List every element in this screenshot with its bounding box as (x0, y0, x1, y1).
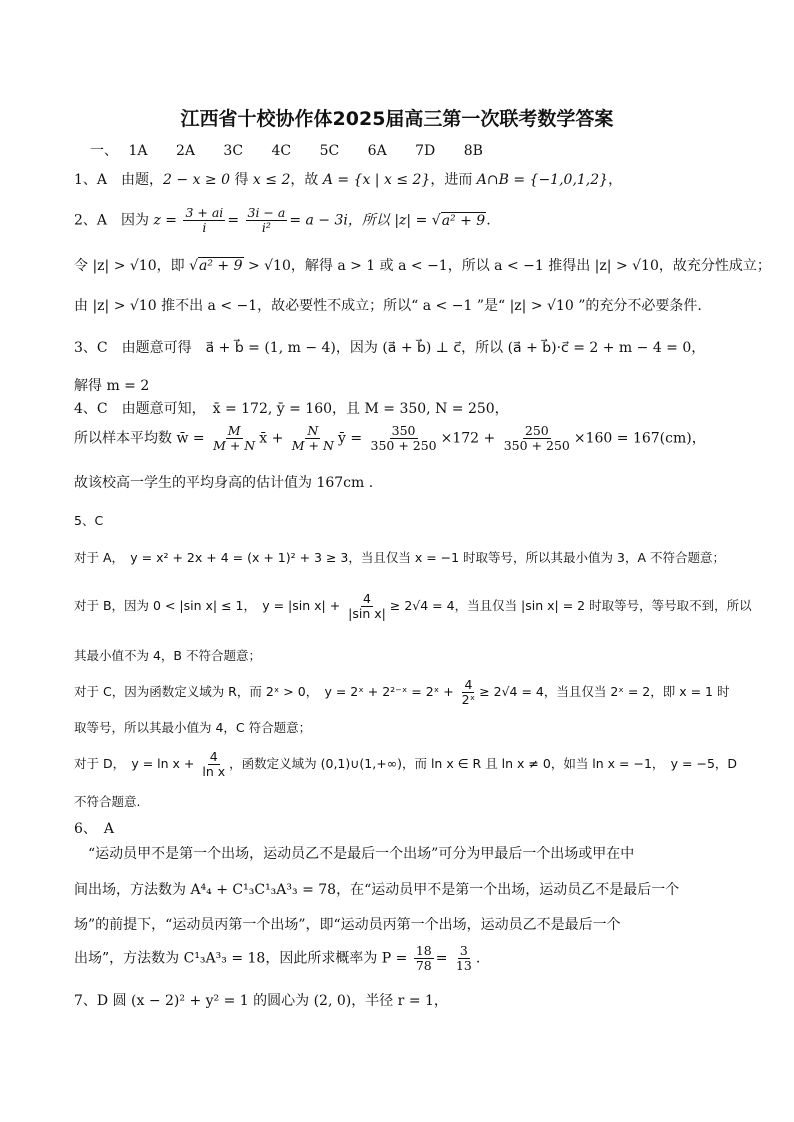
q2-line-3: 由 |z| > √10 推不出 a < −1，故必要性不成立；所以“ a < −1 ”是“ |z| > √10 ”的充分不必要条件. (74, 298, 702, 314)
answer-item: 5C (319, 143, 340, 159)
q2-sqrt: a² + 9 (441, 212, 486, 229)
answer-item: 3C (223, 143, 244, 159)
q4-fraction: $\frac{M}{M + N}$ (213, 423, 256, 453)
q4-fraction: $\frac{N}{M + N}$ (291, 423, 334, 453)
q5-option-c-2: 取等号，所以其最小值为 4，C 符合题意； (74, 720, 312, 735)
q6-fraction: $\frac{18}{78}$ (415, 943, 432, 973)
q1-text: ， (608, 172, 623, 188)
q5-option-c: 对于 C，因为函数定义域为 R，而 2ˣ > 0， y = 2ˣ + 2²⁻ˣ = 2ˣ + $\frac{4}{\text{2ˣ}}$ ≥ 2√4 = 4，当且仅当 2ˣ = 2，即 x = 1 时 (74, 677, 730, 707)
answer-item: 6A (367, 143, 387, 159)
q6-line-2: 间出场，方法数为 A⁴₄ + C¹₃C¹₃A³₃ = 78，在“运动员甲不是第一个出场，运动员乙不是最后一个 (74, 882, 680, 898)
q4-fraction: $\frac{350}{350 + 250}$ (370, 423, 437, 453)
q3-line-2: 解得 m = 2 (74, 378, 150, 394)
q5-option-d-2: 不符合题意. (74, 794, 141, 809)
q3-line: 3、C 由题意可得 a⃗ + b⃗ = (1, m − 4)，因为 (a⃗ + b⃗) ⊥ c⃗，所以 (a⃗ + b⃗)·c⃗ = 2 + m − 4 = 0， (74, 340, 706, 356)
answer-item: 7D (415, 143, 436, 159)
q6-fraction: $\frac{3}{13}$ (455, 943, 472, 973)
q1-result: x ≤ 2 (252, 172, 291, 188)
page-title: 江西省十校协作体2025届高三第一次联考数学答案 (180, 108, 614, 130)
q5-fraction: $\frac{4}{\text{2ˣ}}$ (461, 677, 476, 707)
q2-fraction: $\frac{3i - a}{\text{i²}}$ (247, 205, 286, 235)
answer-item: 2A (175, 143, 195, 159)
q5-option-a: 对于 A， y = x² + 2x + 4 = (x + 1)² + 3 ≥ 3，当且仅当 x = −1 时取等号，所以其最小值为 3，A 不符合题意； (74, 550, 725, 565)
answer-item: 4C (271, 143, 292, 159)
q2-z: z = (153, 212, 178, 229)
q4-fraction: $\frac{250}{350 + 250}$ (503, 423, 570, 453)
answer-item: 1A (128, 143, 148, 159)
q4-formula: 所以样本平均数 w̄ = $\frac{M}{M + N}$ x̄ + $\frac{N}{M + N}$ ȳ = $\frac{350}{350 + 250}$ ×172 + $\frac{250}{350 + 250}$ ×160 = 167(cm)， (74, 423, 706, 453)
q1-intersection: A∩B = {−1,0,1,2} (476, 172, 609, 188)
q1-line (74, 169, 622, 189)
q1-text: ，进而 (430, 172, 477, 188)
q6-line-4: 出场”，方法数为 C¹₃A³₃ = 18，因此所求概率为 P = $\frac{18}{78}$ = $\frac{3}{13}$ . (74, 943, 481, 973)
q4-line: 4、C 由题意可知， x̄ = 172, ȳ = 160，且 M = 350, N = 250， (74, 401, 509, 417)
q5-fraction: $\frac{4}{\text{ln x}}$ (202, 749, 226, 779)
q5-head: 5、C (74, 513, 104, 528)
q2-line: 2、A 因为 z = $\frac{3 + ai}{i}$ = $\frac{3i - a}{\text{i²}}$ = a − 3i，所以 |z| = √a² + 9. (74, 205, 491, 235)
q1-text: 得 (230, 172, 253, 188)
q6-head: 6、 A (74, 821, 115, 837)
answer-key-row (90, 140, 507, 160)
q6-line-3: 场”的前提下，“运动员丙第一个出场”，即“运动员丙第一个出场，运动员乙不是最后一个 (74, 917, 621, 933)
q5-option-b-2: 其最小值不为 4，B 不符合题意； (74, 648, 261, 663)
q1-head: 1、A 由题， (74, 172, 164, 188)
q4-conclusion: 故该校高一学生的平均身高的估计值为 167cm . (74, 475, 374, 491)
q2-text: = a − 3i，所以 |z| = (289, 212, 428, 229)
q5-option-d: 对于 D， y = ln x + $\frac{4}{\text{ln x}}$ ，函数定义域为 (0,1)∪(1,+∞)，而 ln x ∈ R 且 ln x ≠ 0，如当 ln x = −1， y = −5，D (74, 749, 738, 779)
q2-fraction: $\frac{3 + ai}{i}$ (185, 205, 224, 235)
q2-head: 2、A 因为 (74, 212, 154, 229)
q7-line: 7、D 圆 (x − 2)² + y² = 1 的圆心为 (2, 0)，半径 r = 1， (74, 993, 448, 1009)
q6-line-1: “运动员甲不是第一个出场，运动员乙不是最后一个出场”可分为甲最后一个出场或甲在中 (74, 846, 635, 862)
answer-item: 8B (463, 143, 483, 159)
answer-key-label: 一、 (90, 143, 118, 159)
q1-text: ，故 (290, 172, 323, 188)
q1-ineq: 2 − x ≥ 0 (163, 172, 231, 188)
q5-option-b: 对于 B，因为 0 < |sin x| ≤ 1， y = |sin x| + $\frac{4}{\text{|sin x|}}$ ≥ 2√4 = 4，当且仅当 |sin x| = 2 时取等号，等号取不到，所以 (74, 591, 752, 621)
q1-set-a: A = {x | x ≤ 2} (322, 172, 431, 188)
q5-fraction: $\frac{4}{\text{|sin x|}}$ (348, 591, 386, 621)
q2-line-2: 令 |z| > √10，即 √a² + 9 > √10，解得 a > 1 或 a < −1，所以 a < −1 推得出 |z| > √10，故充分性成立； (74, 258, 771, 274)
